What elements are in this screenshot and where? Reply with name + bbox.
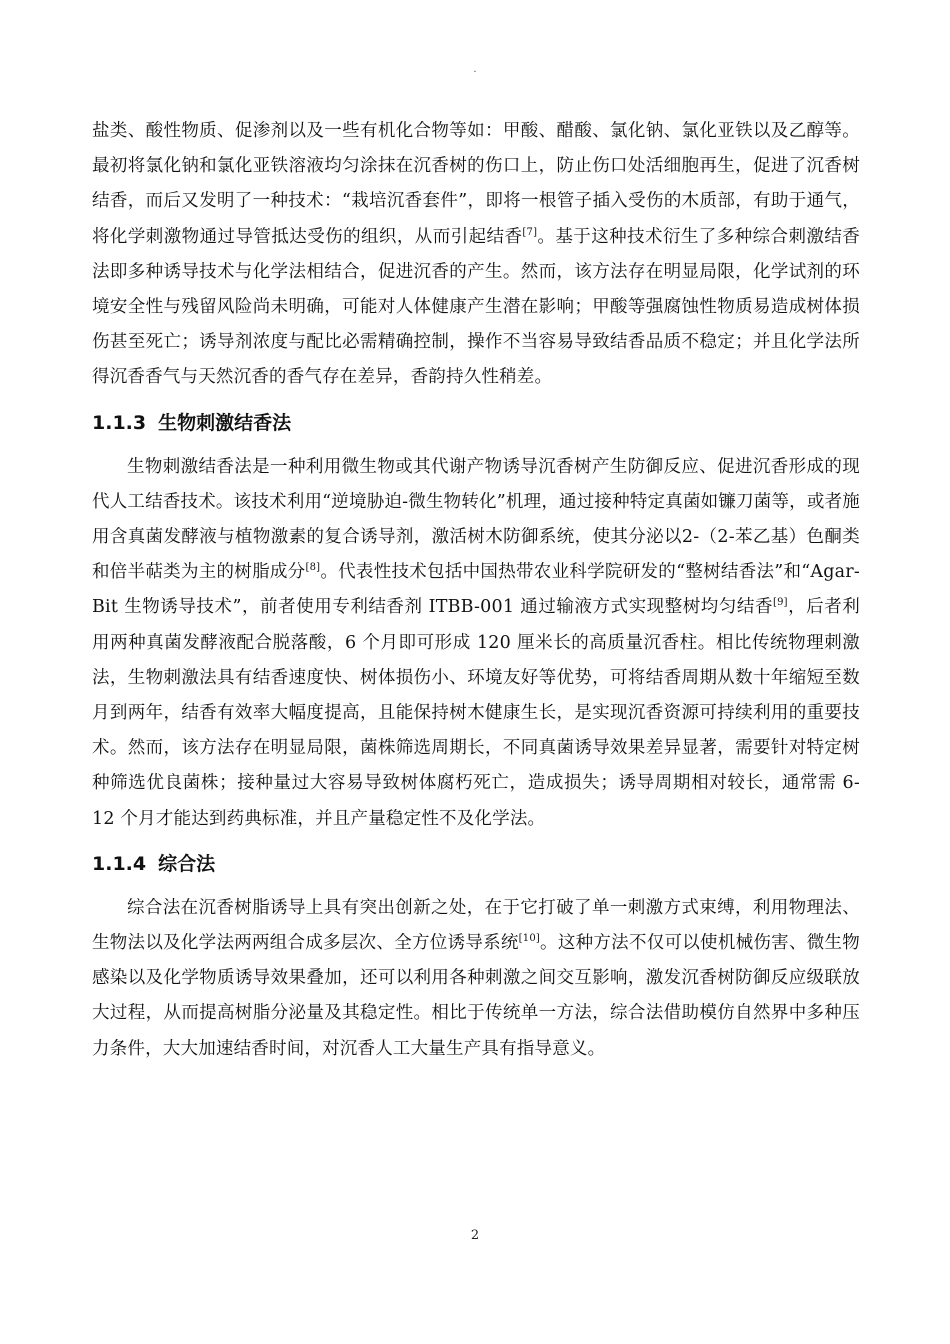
citation-10[interactable]: [10] [518, 933, 540, 945]
paragraph-text: 。这种方法不仅可以使机械伤害、微生物感染以及化学物质诱导效果叠加，还可以利用各种刺激之间交互影响，激发沉香树防御反应级联放大过程，从而提高树脂分泌量及其稳定性。相比于传统单一方法，综合法借助模仿自然界中多种压力条件，大大加速结香时间，对沉香人工大量生产具有指导意义。 [92, 933, 860, 1059]
section-number: 1.1.4 [92, 852, 147, 875]
paragraph-text: 综合法在沉香树脂诱导上具有突出创新之处，在于它打破了单一刺激方式束缚，利用物理法、生物法以及化学法两两组合成多层次、全方位诱导系统 [92, 897, 860, 954]
paragraph-text: 生物刺激结香法是一种利用微生物或其代谢产物诱导沉香树产生防御反应、促进沉香形成的现代人工结香技术。该技术利用“逆境胁迫-微生物转化”机理，通过接种特定真菌如镰刀菌等，或者施用含真菌发酵液与植物激素的复合诱导剂，激活树木防御系统，使其分泌以2-（2-苯乙基）色酮类和倍半萜类为主的树脂成分 [92, 456, 860, 583]
header-mark: . [473, 64, 477, 75]
body-content [92, 114, 860, 1067]
section-title: 生物刺激结香法 [158, 411, 292, 434]
section-title: 综合法 [158, 852, 216, 875]
citation-8[interactable]: [8] [305, 562, 321, 574]
citation-9[interactable]: [9] [773, 597, 788, 609]
paragraph-chemical-method-continued [92, 114, 860, 396]
paragraph-biological-method [92, 450, 860, 837]
section-heading-1-1-3 [92, 405, 860, 441]
paragraph-combined-method [92, 891, 860, 1067]
section-heading-1-1-4 [92, 846, 860, 882]
paragraph-text: ，后者利用两种真菌发酵液配合脱落酸，6 个月即可形成 120 厘米长的高质量沉香柱。相比传统物理刺激法，生物刺激法具有结香速度快、树体损伤小、环境友好等优势，可将结香周期从数十年缩短至数月到两年，结香有效率大幅度提高，且能保持树木健康生长，是实现沉香资源可持续利用的重要技术。然而，该方法存在明显局限，菌株筛选周期长，不同真菌诱导效果差异显著，需要针对特定树种筛选优良菌株；接种量过大容易导致树体腐朽死亡，造成损失；诱导周期相对较长，通常需 6-12 个月才能达到药典标准，并且产量稳定性不及化学法。 [92, 597, 860, 829]
citation-7[interactable]: [7] [522, 226, 538, 238]
paragraph-text: 。基于这种技术衍生了多种综合刺激结香法即多种诱导技术与化学法相结合，促进沉香的产生。然而，该方法存在明显局限，化学试剂的环境安全性与残留风险尚未明确，可能对人体健康产生潜在影响；甲酸等强腐蚀性物质易造成树体损伤甚至死亡；诱导剂浓度与配比必需精确控制，操作不当容易导致结香品质不稳定；并且化学法所得沉香香气与天然沉香的香气存在差异，香韵持久性稍差。 [92, 226, 860, 388]
page-number: 2 [470, 1228, 480, 1243]
paragraph-text: 盐类、酸性物质、促渗剂以及一些有机化合物等如：甲酸、醋酸、氯化钠、氯化亚铁以及乙醇等。最初将氯化钠和氯化亚铁溶液均匀涂抹在沉香树的伤口上，防止伤口处活细胞再生，促进了沉香树结香，而后又发明了一种技术：“栽培沉香套件”，即将一根管子插入受伤的木质部，有助于通气，将化学刺激物通过导管抵达受伤的组织，从而引起结香 [92, 121, 860, 247]
paragraph-text: 。代表性技术包括中国热带农业科学院研发的“整树结香法”和“Agar-Bit 生物诱导技术”，前者使用专利结香剂 ITBB-001 通过输液方式实现整树均匀结香 [92, 562, 860, 618]
section-number: 1.1.3 [92, 411, 147, 434]
